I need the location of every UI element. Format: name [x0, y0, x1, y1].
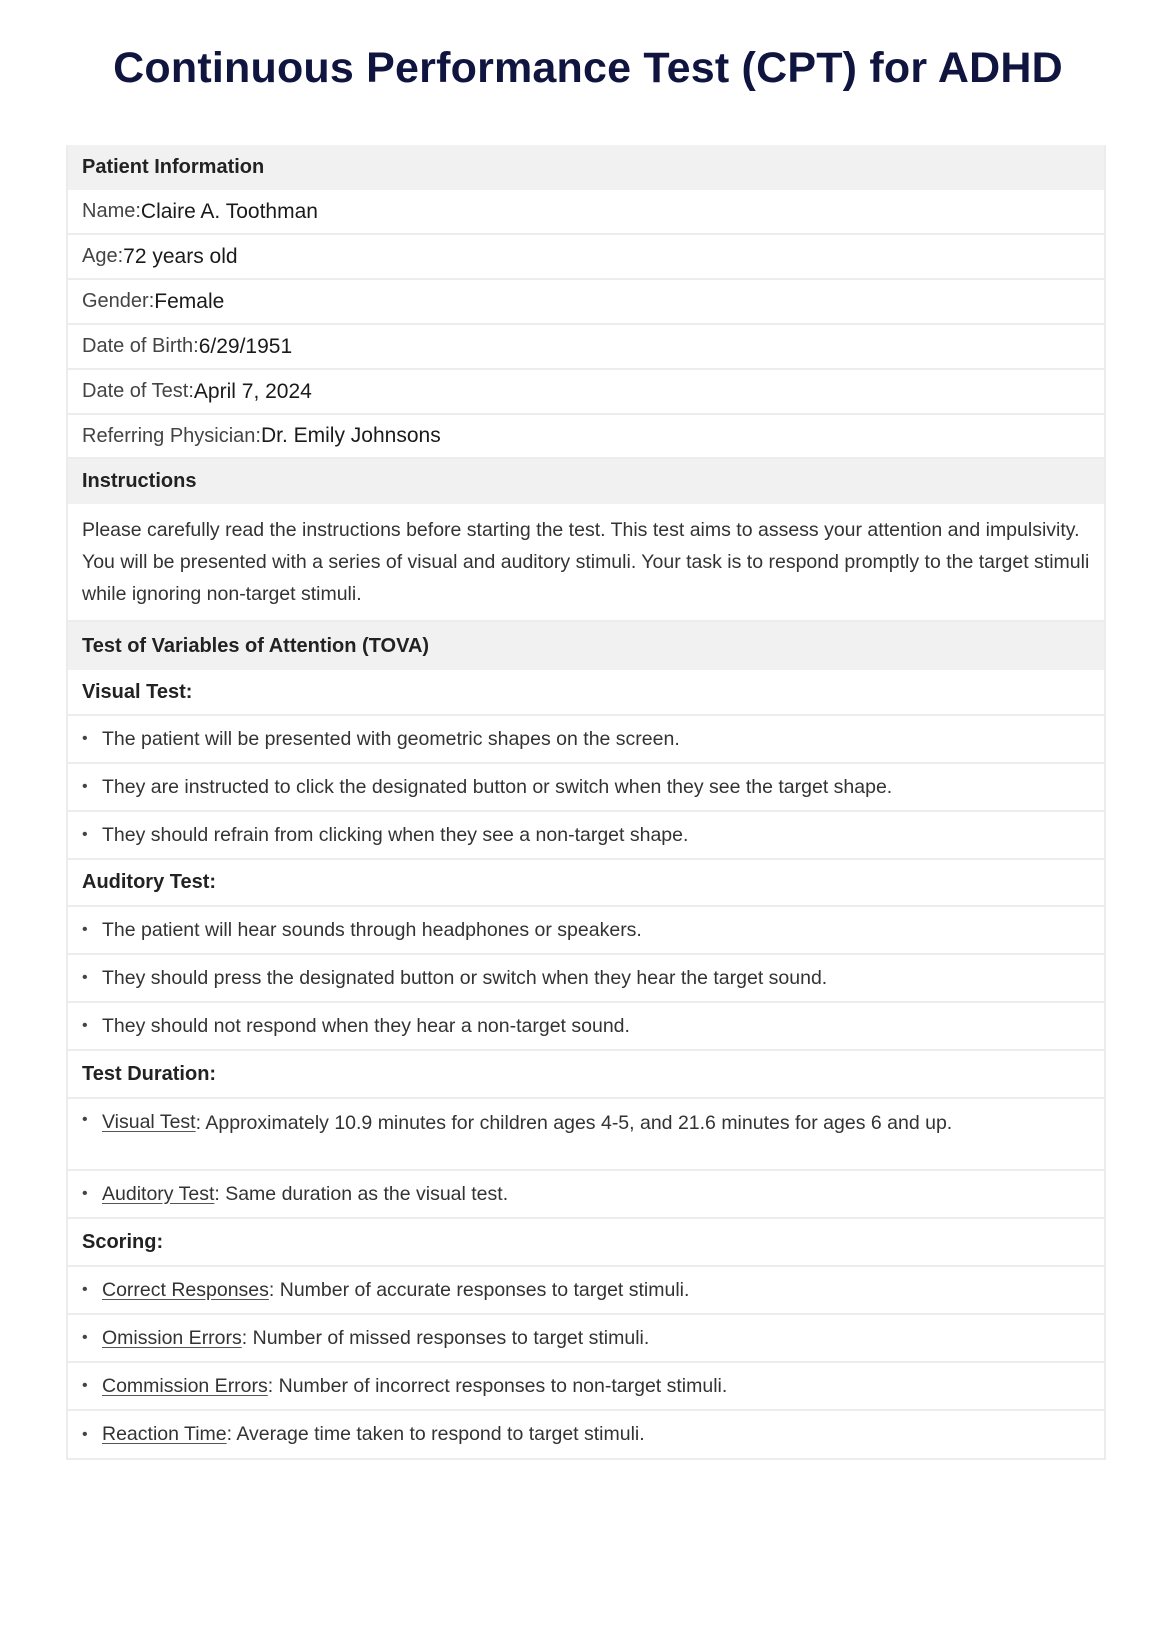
field-label: Name: [82, 200, 141, 222]
subheading-text: Test Duration: [82, 1062, 217, 1085]
section-heading: Instructions [82, 470, 197, 492]
list-item [68, 1267, 1104, 1315]
bullet-icon: • [82, 921, 88, 938]
list-item-text: The patient will hear sounds through headphones or speakers. [102, 918, 642, 941]
section-heading: Test of Variables of Attention (TOVA) [82, 634, 430, 657]
field-label: Age: [82, 245, 124, 267]
bullet-icon: • [82, 730, 88, 747]
correct-responses-term-link[interactable]: Correct Responses [102, 1278, 269, 1301]
patient-age-row [68, 235, 1104, 280]
list-item-text: They should refrain from clicking when they see a non-target shape. [102, 823, 689, 846]
scoring-subheading [68, 1219, 1104, 1267]
field-label: Date of Test: [82, 380, 194, 402]
patient-gender-value: Female [154, 289, 225, 313]
patient-gender-row [68, 280, 1104, 325]
list-item-text: : Average time taken to respond to target stimuli. [226, 1423, 645, 1445]
test-date-row [68, 370, 1104, 415]
list-item-text: : Number of incorrect responses to non-target stimuli. [267, 1374, 728, 1397]
tova-header [68, 622, 1104, 670]
field-label: Referring Physician: [82, 424, 261, 447]
list-item-text: They should not respond when they hear a non-target sound. [102, 1014, 630, 1037]
list-item [68, 812, 1104, 860]
bullet-icon: • [82, 1185, 88, 1202]
list-item-text: They should press the designated button or switch when they hear the target sound. [102, 966, 828, 989]
list-item [68, 764, 1104, 812]
list-item [68, 1363, 1104, 1411]
section-heading: Patient Information [82, 156, 265, 178]
bullet-icon: • [82, 1111, 88, 1128]
bullet-icon: • [82, 778, 88, 795]
bullet-icon: • [82, 969, 88, 986]
omission-errors-term-link[interactable]: Omission Errors [102, 1326, 242, 1349]
auditory-test-term-link[interactable]: Auditory Test [102, 1182, 215, 1205]
list-item [68, 1099, 1104, 1171]
bullet-icon: • [82, 1377, 88, 1394]
patient-name-value: Claire A. Toothman [140, 199, 318, 223]
subheading-text: Auditory Test: [82, 871, 217, 893]
list-item-text: They are instructed to click the designated button or switch when they see the target shape. [102, 775, 893, 798]
referring-physician-value: Dr. Emily Johnsons [260, 424, 441, 447]
cpt-form-table [66, 145, 1106, 1460]
patient-name-row [68, 190, 1104, 235]
patient-information-header [68, 145, 1104, 190]
list-item [68, 1171, 1104, 1219]
patient-age-value: 72 years old [123, 244, 238, 268]
list-item [68, 955, 1104, 1003]
patient-dob-row [68, 325, 1104, 370]
visual-test-subheading [68, 670, 1104, 716]
referring-physician-row [68, 415, 1104, 459]
bullet-icon: • [82, 1281, 88, 1298]
list-item-text: : Approximately 10.9 minutes for children ages 4-5, and 21.6 minutes for ages 6 and up. [195, 1112, 953, 1134]
test-date-value: April 7, 2024 [193, 379, 312, 403]
test-duration-subheading [68, 1051, 1104, 1099]
commission-errors-term-link[interactable]: Commission Errors [102, 1374, 268, 1397]
list-item [68, 907, 1104, 955]
subheading-text: Visual Test: [82, 680, 193, 703]
visual-test-term-link[interactable]: Visual Test [102, 1111, 196, 1133]
bullet-icon: • [82, 1425, 88, 1443]
bullet-icon: • [82, 1017, 88, 1034]
list-item-text: The patient will be presented with geometric shapes on the screen. [102, 727, 680, 750]
list-item [68, 716, 1104, 764]
list-item [68, 1315, 1104, 1363]
list-item-text: : Number of missed responses to target stimuli. [241, 1326, 650, 1349]
instructions-text: Please carefully read the instructions before starting the test. This test aims to assess your attention and impulsivity. You will be presented with a series of visual and auditory stimuli. Your task is to respond promptly to the target stimuli while ignoring non-target stimuli. [68, 504, 1104, 622]
bullet-icon: • [82, 1329, 88, 1346]
list-item [68, 1003, 1104, 1051]
subheading-text: Scoring: [82, 1230, 164, 1253]
list-item [68, 1411, 1104, 1458]
reaction-time-term-link[interactable]: Reaction Time [102, 1423, 227, 1445]
list-item-text: : Number of accurate responses to target stimuli. [268, 1278, 690, 1301]
auditory-test-subheading [68, 860, 1104, 907]
patient-dob-value: 6/29/1951 [198, 334, 293, 358]
field-label: Gender: [82, 290, 155, 312]
bullet-icon: • [82, 826, 88, 843]
page-title: Continuous Performance Test (CPT) for ADHD [113, 44, 1063, 92]
field-label: Date of Birth: [82, 335, 199, 357]
list-item-text: : Same duration as the visual test. [214, 1182, 509, 1205]
instructions-header [68, 459, 1104, 504]
